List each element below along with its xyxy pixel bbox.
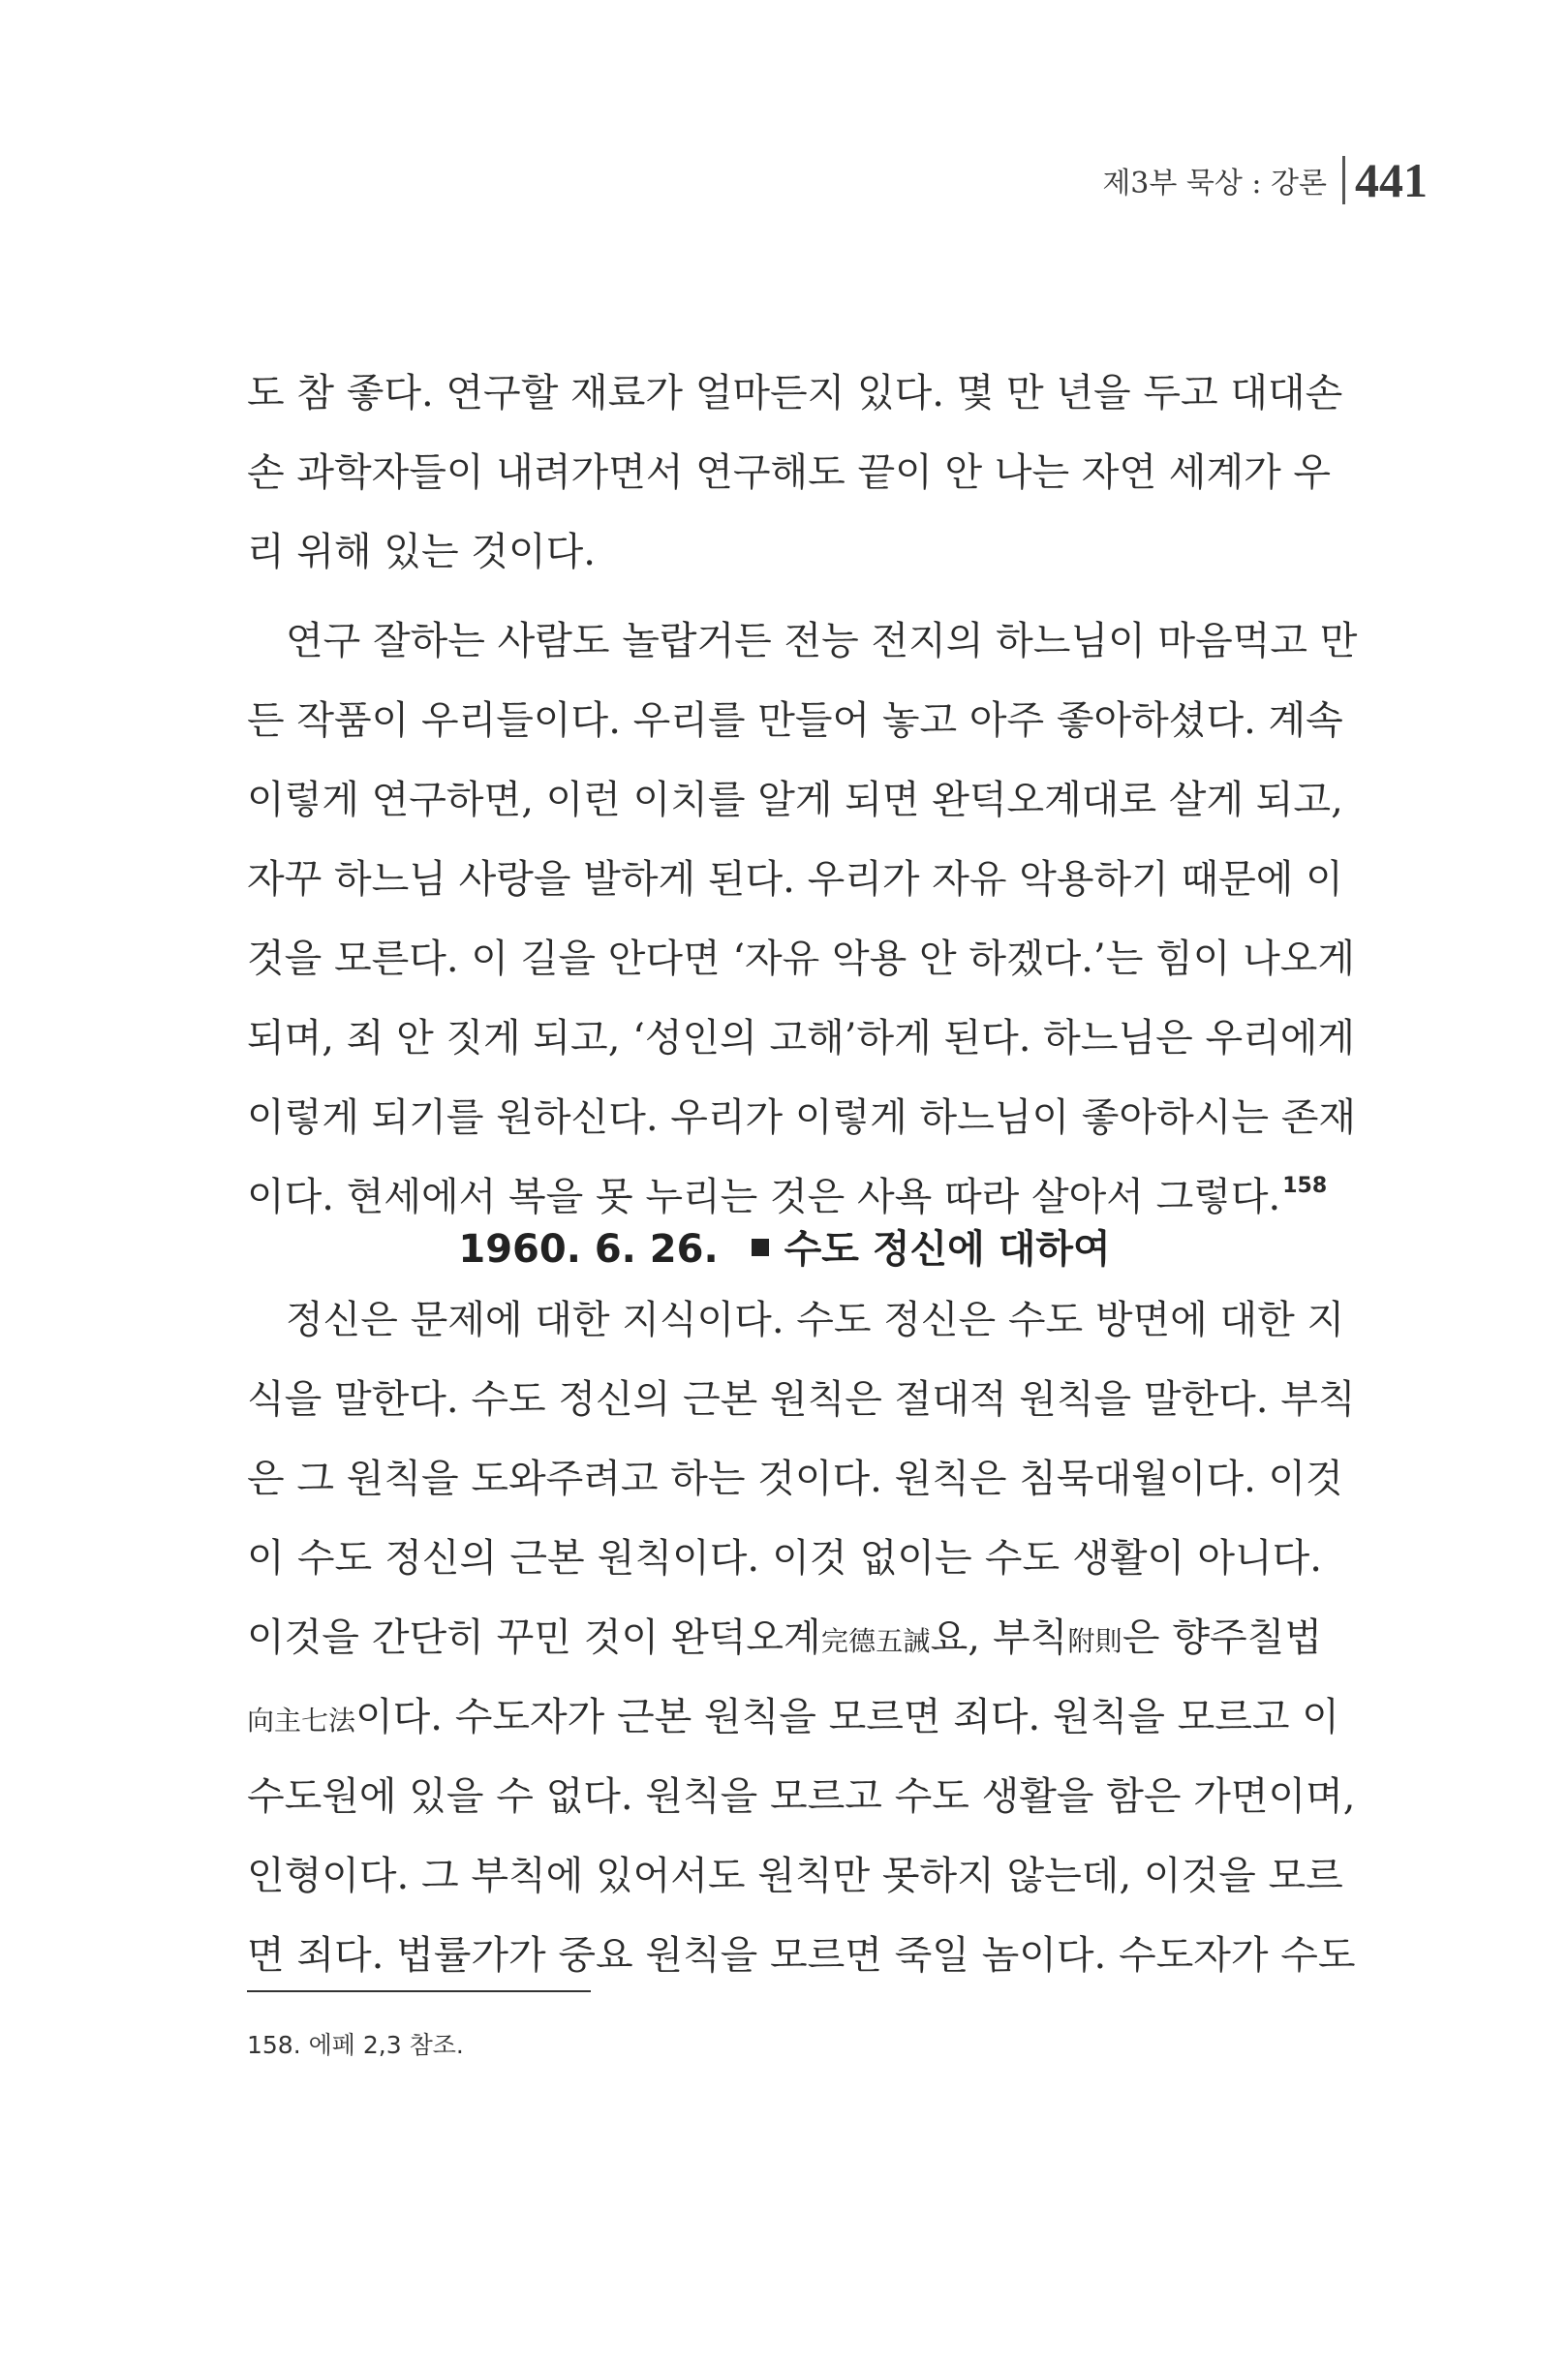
section-heading [247,1215,1322,1283]
text-line: 이 수도 정신의 근본 원칙이다. 이것 없이는 수도 생활이 아니다. [247,1536,1322,1581]
text-line: 든 작품이 우리들이다. 우리를 만들어 놓고 아주 좋아하셨다. 계속 [247,698,1343,743]
footnote: 158. 에페 2,3 참조. [247,2031,464,2059]
page-number: 441 [1355,153,1428,207]
text-line: 인형이다. 그 부칙에 있어서도 원칙만 못하지 않는데, 이것을 모르 [247,1854,1343,1898]
text-line: 되며, 죄 안 짓게 되고, ‘성인의 고해’하게 된다. 하느님은 우리에게 [247,1016,1356,1061]
text-line: 은 그 원칙을 도와주려고 하는 것이다. 원칙은 침묵대월이다. 이것 [247,1457,1343,1501]
text-line: 리 위해 있는 것이다. [247,530,596,574]
text-line: 수도원에 있을 수 없다. 원칙을 모르고 수도 생활을 함은 가면이며, [247,1774,1356,1819]
text-line: 정신은 문제에 대한 지식이다. 수도 정신은 수도 방면에 대한 지 [286,1298,1345,1342]
text-line: 식을 말한다. 수도 정신의 근본 원칙은 절대적 원칙을 말한다. 부칙 [247,1377,1356,1422]
text-line: 도 참 좋다. 연구할 재료가 얼마든지 있다. 몇 만 년을 두고 대대손 [247,371,1343,415]
text-segment: 은 향주칠법 [1122,1615,1322,1660]
square-bullet-icon [752,1239,769,1256]
text-line [247,1677,1339,1757]
running-header [1102,155,1428,205]
section-title: 수도 정신에 대하여 [784,1227,1111,1272]
section1-body [247,354,1358,1237]
text-line: 연구 잘하는 사람도 놀랍거든 전능 전지의 하느님이 마음먹고 만 [286,619,1358,663]
running-title: 제3부 묵상 : 강론 [1102,167,1327,200]
text-segment: 이것을 간단히 꾸민 것이 완덕오계 [247,1615,821,1660]
text-line: 손 과학자들이 내려가면서 연구해도 끝이 안 나는 자연 세계가 우 [247,450,1332,495]
text-line: 이렇게 연구하면, 이런 이치를 알게 되면 완덕오계대로 살게 되고, [247,778,1343,822]
text-line-content: 이다. 현세에서 복을 못 누리는 것은 사욕 따라 살아서 그렇다. [247,1175,1281,1219]
text-segment: 이다. 수도자가 근본 원칙을 모르면 죄다. 원칙을 모르고 이 [355,1695,1339,1739]
hanja-annotation: 附則 [1067,1625,1122,1657]
header-divider [1342,156,1345,204]
footnote-reference[interactable]: 158 [1282,1174,1328,1198]
text-segment: 요, 부칙 [930,1615,1068,1660]
text-line [247,1598,1322,1677]
hanja-annotation: 完德五誡 [820,1625,931,1657]
text-line: 면 죄다. 법률가가 중요 원칙을 모르면 죽일 놈이다. 수도자가 수도 [247,1933,1356,1978]
text-line: 자꾸 하느님 사랑을 발하게 된다. 우리가 자유 악용하기 때문에 이 [247,857,1343,902]
footnote-divider [247,1990,591,1992]
section2-body [247,1280,1356,1995]
text-line: 이렇게 되기를 원하신다. 우리가 이렇게 하느님이 좋아하시는 존재 [247,1095,1356,1140]
hanja-annotation: 向主七法 [247,1705,356,1737]
section-date: 1960. 6. 26. [458,1227,719,1272]
text-line: 것을 모른다. 이 길을 안다면 ‘자유 악용 안 하겠다.’는 힘이 나오게 [247,937,1356,981]
